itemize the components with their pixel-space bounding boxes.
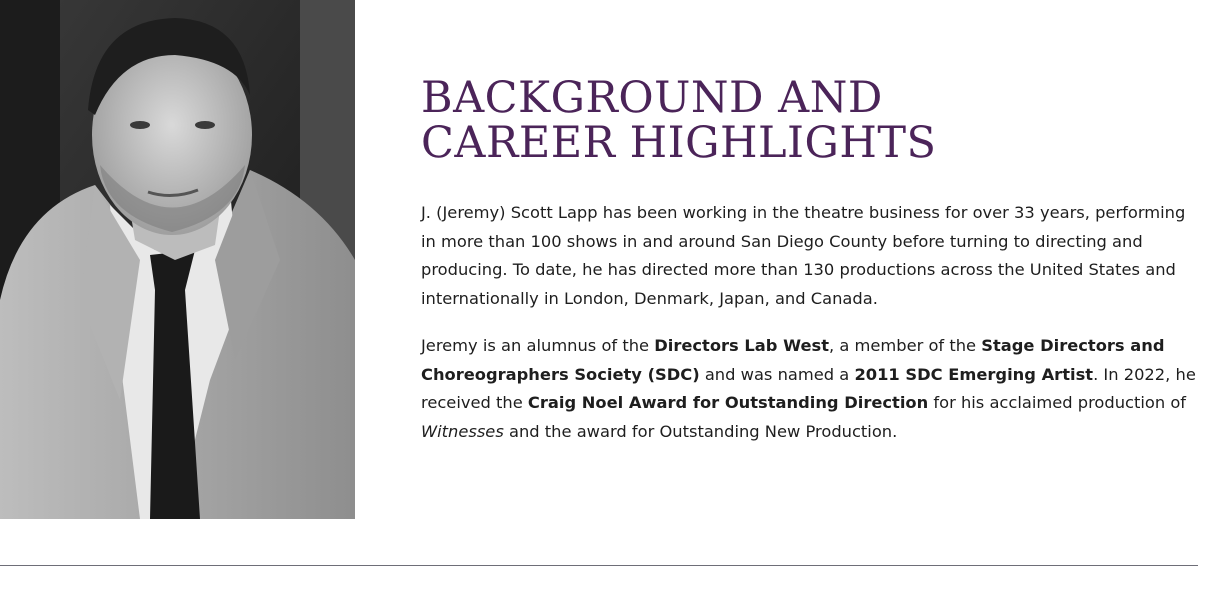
- divider: [0, 565, 1198, 566]
- title-line-2: CAREER HIGHLIGHTS: [421, 118, 937, 168]
- text-run: and the award for Outstanding New Production.: [503, 421, 898, 441]
- award-emerging-artist: 2011 SDC Emerging Artist: [854, 364, 1094, 384]
- production-title: Witnesses: [421, 421, 504, 441]
- page-title: [421, 73, 1121, 168]
- portrait-photo: [0, 0, 355, 519]
- text-run: for his acclaimed production of: [928, 393, 1187, 412]
- text-run: and was named a: [699, 364, 855, 384]
- text-run: , a member of the: [829, 336, 982, 355]
- person-silhouette-icon: [0, 0, 355, 519]
- title-line-1: BACKGROUND AND: [421, 73, 883, 123]
- org-directors-lab-west: Directors Lab West: [654, 336, 829, 355]
- org-sdc: Stage Directors and Choreographers Society (SDC): [421, 336, 1165, 384]
- text-run: . In 2022, he received the: [421, 364, 1196, 412]
- award-craig-noel: Craig Noel Award for Outstanding Direction: [527, 393, 929, 412]
- text-run: Jeremy is an alumnus of the: [421, 336, 655, 355]
- biography: [421, 199, 1203, 465]
- paragraph-career: J. (Jeremy) Scott Lapp has been working in the theatre business for over 33 years, performing in more than 100 shows in and around San Diego County before turning to directing and producing. To date, he has directed more than 130 productions across the United States and internationally in London, Denmark, Japan, and Canada.: [421, 203, 1186, 308]
- paragraph-awards: [421, 332, 1203, 446]
